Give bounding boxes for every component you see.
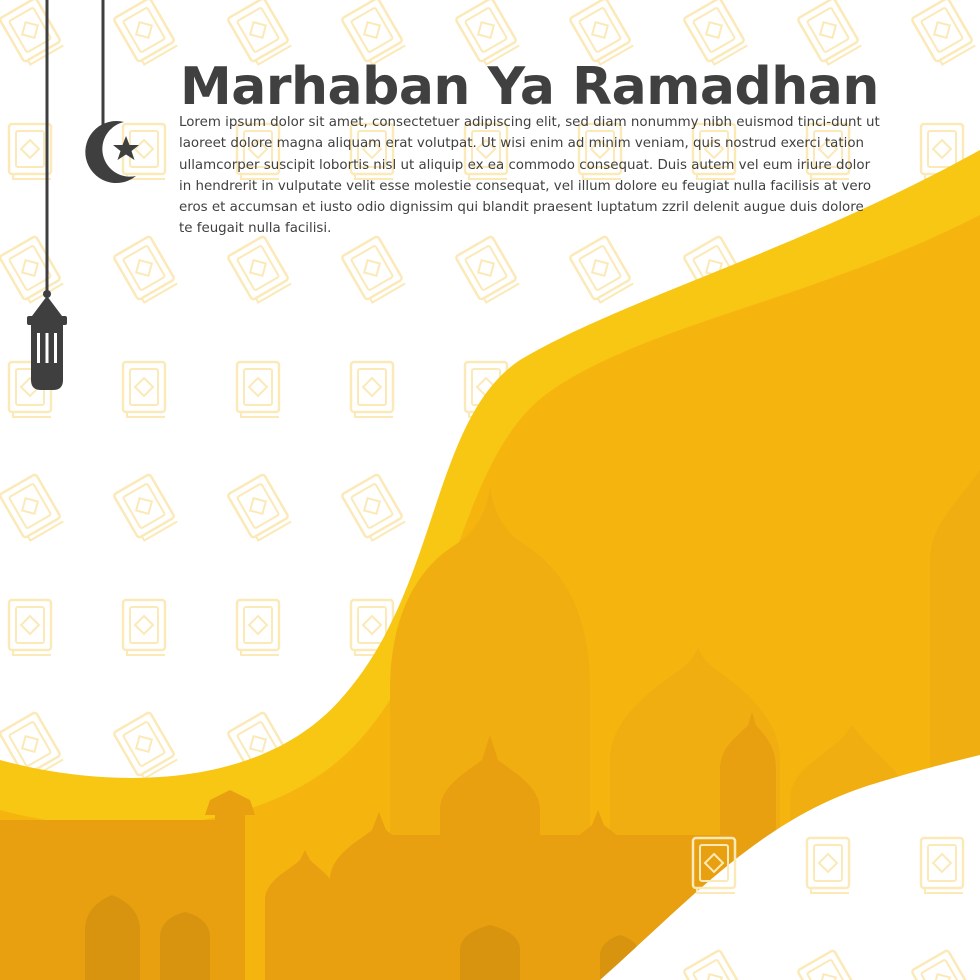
quran-book-icon — [113, 712, 177, 781]
quran-book-icon — [113, 0, 177, 66]
quran-book-icon — [0, 236, 63, 305]
quran-book-icon — [123, 600, 165, 655]
quran-book-icon — [0, 474, 63, 543]
quran-book-icon — [237, 362, 279, 417]
quran-book-icon — [227, 474, 291, 543]
quran-book-icon — [351, 362, 393, 417]
quran-book-icon — [0, 0, 63, 66]
quran-book-icon — [227, 236, 291, 305]
quran-book-icon — [569, 236, 633, 305]
star-icon — [113, 136, 139, 160]
page-title: Marhaban Ya Ramadhan — [180, 57, 879, 117]
quran-book-icon — [455, 236, 519, 305]
hanging-ornaments — [27, 0, 139, 390]
quran-book-icon — [237, 600, 279, 655]
lantern-icon — [27, 290, 67, 390]
quran-book-icon — [123, 362, 165, 417]
quran-book-icon — [9, 600, 51, 655]
quran-book-icon — [341, 236, 405, 305]
body-paragraph: Lorem ipsum dolor sit amet, consectetuer adipiscing elit, sed diam nonummy nibh euismod tinci-dunt ut laoreet dolore magna aliquam erat volutpat. Ut wisi enim ad minim veniam, quis nostrud exerci tation ullamcorper suscipit lobortis nisl ut aliquip ex ea commodo consequat. Duis autem vel eum iriure dolor in hendrerit in vulputate velit esse molestie consequat, vel illum dolore eu feugiat nulla facilisis at vero eros et accumsan et iusto odio dignissim qui blandit praesent luptatum zzril delenit augue duis dolore te feugait nulla facilisi. — [179, 115, 880, 237]
quran-book-icon — [9, 124, 51, 179]
quran-book-icon — [341, 474, 405, 543]
quran-book-icon — [911, 0, 975, 66]
quran-book-icon — [113, 236, 177, 305]
quran-book-icon — [113, 474, 177, 543]
